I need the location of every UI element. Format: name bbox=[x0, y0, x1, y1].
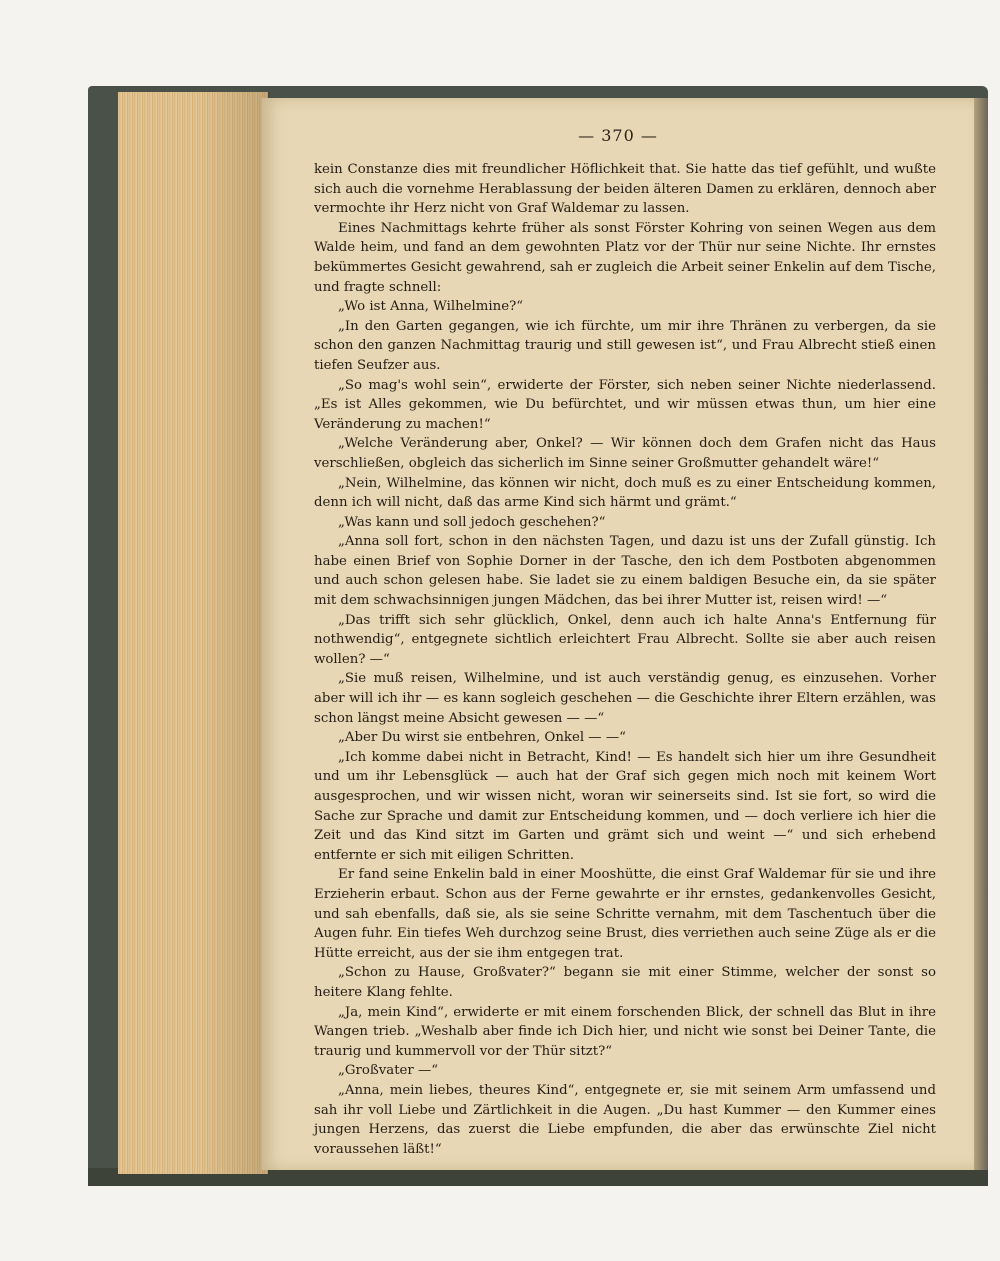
spine-gutter bbox=[200, 92, 270, 1174]
body-text bbox=[314, 160, 936, 1159]
paragraph: „Großvater —“ bbox=[338, 1063, 439, 1079]
paragraph: „Sie muß reisen, Wilhelmine, und ist auch verständig genug, es einzusehen. Vorher aber will ich ihr — es kann sogleich geschehen — die Geschichte ihrer Eltern erzählen, was schon längst meine Absicht gewesen — —“ bbox=[314, 671, 936, 726]
paragraph: „Schon zu Hause, Großvater?“ begann sie mit einer Stimme, welcher der sonst so heitere Klang fehlte. bbox=[314, 965, 936, 1000]
paragraph: „Aber Du wirst sie entbehren, Onkel — —“ bbox=[338, 730, 626, 746]
paragraph: „Wo ist Anna, Wilhelmine?“ bbox=[338, 299, 524, 315]
book-page bbox=[262, 98, 974, 1170]
paragraph: „Welche Veränderung aber, Onkel? — Wir können doch dem Grafen nicht das Haus verschließen, obgleich das sicherlich im Sinne seiner Großmutter gehandelt wäre!“ bbox=[314, 436, 936, 471]
paragraph: „Das trifft sich sehr glücklich, Onkel, denn auch ich halte Anna's Entfernung für nothwendig“, entgegnete sichtlich erleichtert Frau Albrecht. Sollte sie aber auch reisen wollen? —“ bbox=[314, 612, 936, 667]
paragraph: Er fand seine Enkelin bald in einer Mooshütte, die einst Graf Waldemar für sie und ihre Erzieherin erbaut. Schon aus der Ferne gewahrte er ihr ernstes, gedankenvolles Gesicht, und sah ebenfalls, daß sie, als sie seine Schritte vernahm, mit dem Taschentuch über die Augen fuhr. Ein tiefes Weh durchzog seine Brust, dies verriethen auch seine Züge als er die Hütte erreicht, aus der sie ihm entgegen trat. bbox=[314, 867, 936, 961]
paragraph: „Was kann und soll jedoch geschehen?“ bbox=[338, 514, 606, 530]
paragraph: „Ich komme dabei nicht in Betracht, Kind! — Es handelt sich hier um ihre Gesundheit und um ihr Lebensglück — auch hat der Graf sich gegen mich noch mit keinem Wort ausgesprochen, und wir wissen nicht, woran wir seinerseits sind. Ist sie fort, so wird die Sache zur Sprache und damit zur Entscheidung kommen, und — doch verliere ich hier die Zeit und das Kind sitzt im Garten und grämt sich und weint —“ und sich erhebend entfernte er sich mit eiligen Schritten. bbox=[314, 749, 936, 863]
paragraph: „Ja, mein Kind“, erwiderte er mit einem forschenden Blick, der schnell das Blut in ihre Wangen trieb. „Weshalb aber finde ich Dich hier, und nicht wie sonst bei Deiner Tante, die traurig und kummervoll vor der Thür sitzt?“ bbox=[314, 1004, 936, 1059]
paragraph: „In den Garten gegangen, wie ich fürchte, um mir ihre Thränen zu verbergen, da sie schon den ganzen Nachmittag traurig und still gewesen ist“, und Frau Albrecht stieß einen tiefen Seufzer aus. bbox=[314, 318, 936, 373]
paragraph: „Anna, mein liebes, theures Kind“, entgegnete er, sie mit seinem Arm umfassend und sah ihr voll Liebe und Zärtlichkeit in die Augen. „Du hast Kummer — den Kummer eines jungen Herzens, das zuerst die Liebe empfunden, die aber das erwünschte Ziel nicht voraussehen läßt!“ bbox=[314, 1082, 936, 1157]
paragraph: „So mag's wohl sein“, erwiderte der Förster, sich neben seiner Nichte niederlassend. „Es ist Alles gekommen, wie Du befürchtet, und wir müssen etwas thun, um hier eine Veränderung zu machen!“ bbox=[314, 377, 936, 432]
paragraph: „Nein, Wilhelmine, das können wir nicht, doch muß es zu einer Entscheidung kommen, denn ich will nicht, daß das arme Kind sich härmt und grämt.“ bbox=[314, 475, 936, 511]
paragraph: Eines Nachmittags kehrte früher als sonst Förster Kohring von seinen Wegen aus dem Walde heim, und fand an dem gewohnten Platz vor der Thür nur seine Nichte. Ihr ernstes bekümmertes Gesicht gewahrend, sah er zugleich die Arbeit seiner Enkelin auf dem Tische, und fragte schnell: bbox=[314, 220, 936, 295]
paragraph: kein Constanze dies mit freundlicher Höflichkeit that. Sie hatte das tief gefühlt, und wußte sich auch die vornehme Herablassung der beiden älteren Damen zu erklären, dennoch aber vermochte ihr Herz nicht von Graf Waldemar zu lassen. bbox=[314, 162, 936, 217]
page-number: — 370 — bbox=[578, 126, 658, 145]
paragraph: „Anna soll fort, schon in den nächsten Tagen, und dazu ist uns der Zufall günstig. Ich habe einen Brief von Sophie Dorner in der Tasche, den ich dem Postboten abgenommen und auch schon gelesen habe. Sie ladet sie zu einem baldigen Besuche ein, da sie später mit dem schwachsinnigen jungen Mädchen, das bei ihrer Mutter ist, reisen wird! —“ bbox=[314, 534, 936, 609]
